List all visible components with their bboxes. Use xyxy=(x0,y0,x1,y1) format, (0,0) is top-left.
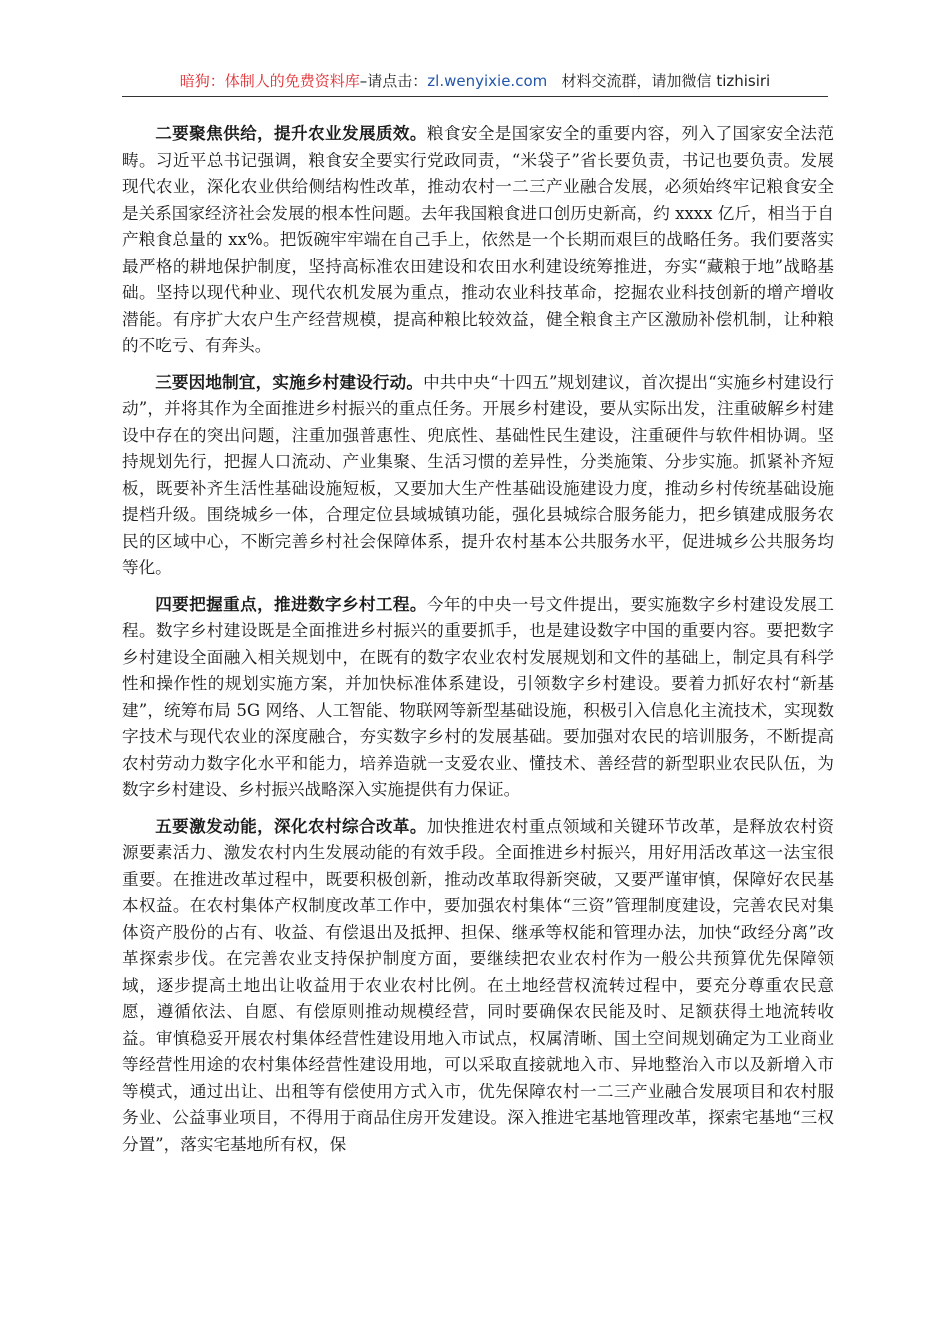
header-url-link[interactable]: zl.wenyixie.com xyxy=(427,72,548,90)
paragraph-text: 加快推进农村重点领域和关键环节改革，是释放农村资源要素活力、激发农村内生发展动能的有效手段。全面推进乡村振兴，用好用活改革这一法宝很重要。在推进改革过程中，既要积极创新，推动改革取得新突破，又要严谨审慎，保障好农民基本权益。在农村集体产权制度改革工作中，要加强农村集体“三资”管理制度建设，完善农民对集体资产股份的占有、收益、有偿退出及抵押、担保、继承等权能和管理办法，加快“政经分离”改革探索步伐。在完善农业支持保护制度方面，要继续把农业农村作为一般公共预算优先保障领域，逐步提高土地出让收益用于农业农村比例。在土地经营权流转过程中，要充分尊重农民意愿，遵循依法、自愿、有偿原则推动规模经营，同时要确保农民能及时、足额获得土地流转收益。审慎稳妥开展农村集体经营性建设用地入市试点，权属清晰、国土空间规划确定为工业商业等经营性用途的农村集体经营性建设用地，可以采取直接就地入市、异地整治入市以及新增入市等模式，通过出让、出租等有偿使用方式入市，优先保障农村一二三产业融合发展项目和农村服务业、公益事业项目，不得用于商品住房开发建设。深入推进宅基地管理改革，探索宅基地“三权分置”，落实宅基地所有权，保 xyxy=(122,816,835,1154)
page-header xyxy=(122,66,828,97)
paragraph-digital-village xyxy=(122,591,834,804)
paragraph-text: 粮食安全是国家安全的重要内容，列入了国家安全法范畴。习近平总书记强调，粮食安全要实行党政同责，“米袋子”省长要负责，书记也要负责。发展现代农业，深化农业供给侧结构性改革，推动农村一二三产业融合发展，必须始终牢记粮食安全是关系国家经济社会发展的根本性问题。去年我国粮食进口创历史新高，约 xxxx 亿斤，相当于自产粮食总量的 xx%。把饭碗牢牢端在自己手上，依然是一个长期而艰巨的战略任务。我们要落实最严格的耕地保护制度，坚持高标准农田建设和农田水利建设统筹推进，夯实“藏粮于地”战略基础。坚持以现代种业、现代农机发展为重点，推动农业科技革命，挖掘农业科技创新的增产增收潜能。有序扩大农户生产经营规模，提高种粮比较效益，健全粮食主产区激励补偿机制，让种粮的不吃亏、有奔头。 xyxy=(122,124,835,355)
paragraph-heading: 三要因地制宜，实施乡村建设行动。 xyxy=(155,371,424,392)
paragraph-heading: 五要激发动能，深化农村综合改革。 xyxy=(155,815,427,836)
paragraph-rural-construction xyxy=(122,369,834,582)
paragraph-text: 今年的中央一号文件提出，要实施数字乡村建设发展工程。数字乡村建设既是全面推进乡村振兴的重要抓手，也是建设数字中国的重要内容。要把数字乡村建设全面融入相关规划中，在既有的数字农业农村发展规划和文件的基础上，制定具有科学性和操作性的规划实施方案，并加快标准体系建设，引领数字乡村建设。要着力抓好农村“新基建”，统筹布局 5G 网络、人工智能、物联网等新型基础设施，积极引入信息化主流技术，实现数字技术与现代农业的深度融合，夯实数字乡村的发展基础。要加强对农民的培训服务，不断提高农村劳动力数字化水平和能力，培养造就一支爱农业、懂技术、善经营的新型职业农民队伍，为数字乡村建设、乡村振兴战略深入实施提供有力保证。 xyxy=(122,594,835,799)
paragraph-heading: 四要把握重点，推进数字乡村工程。 xyxy=(155,593,427,614)
header-brand: 暗狗：体制人的免费资料库 xyxy=(179,72,360,90)
header-group-text: 材料交流群，请加微信 tizhisiri xyxy=(561,72,771,90)
paragraph-supply xyxy=(122,120,834,360)
paragraph-rural-reform xyxy=(122,813,834,1159)
paragraph-text: 中共中央“十四五”规划建议，首次提出“实施乡村建设行动”，并将其作为全面推进乡村振兴的重点任务。开展乡村建设，要从实际出发，注重破解乡村建设中存在的突出问题，注重加强普惠性、兜底性、基础性民生建设，注重硬件与软件相协调。坚持规划先行，把握人口流动、产业集聚、生活习惯的差异性，分类施策、分步实施。抓紧补齐短板，既要补齐生活性基础设施短板，又要加大生产性基础设施建设力度，推动乡村传统基础设施提档升级。围绕城乡一体，合理定位县域城镇功能，强化县城综合服务能力，把乡镇建成服务农民的区域中心，不断完善乡村社会保障体系，提升农村基本公共服务水平，促进城乡公共服务均等化。 xyxy=(122,372,834,577)
document-body xyxy=(122,120,834,1167)
paragraph-heading: 二要聚焦供给，提升农业发展质效。 xyxy=(155,123,427,143)
header-click-prompt: –请点击： xyxy=(359,72,428,90)
